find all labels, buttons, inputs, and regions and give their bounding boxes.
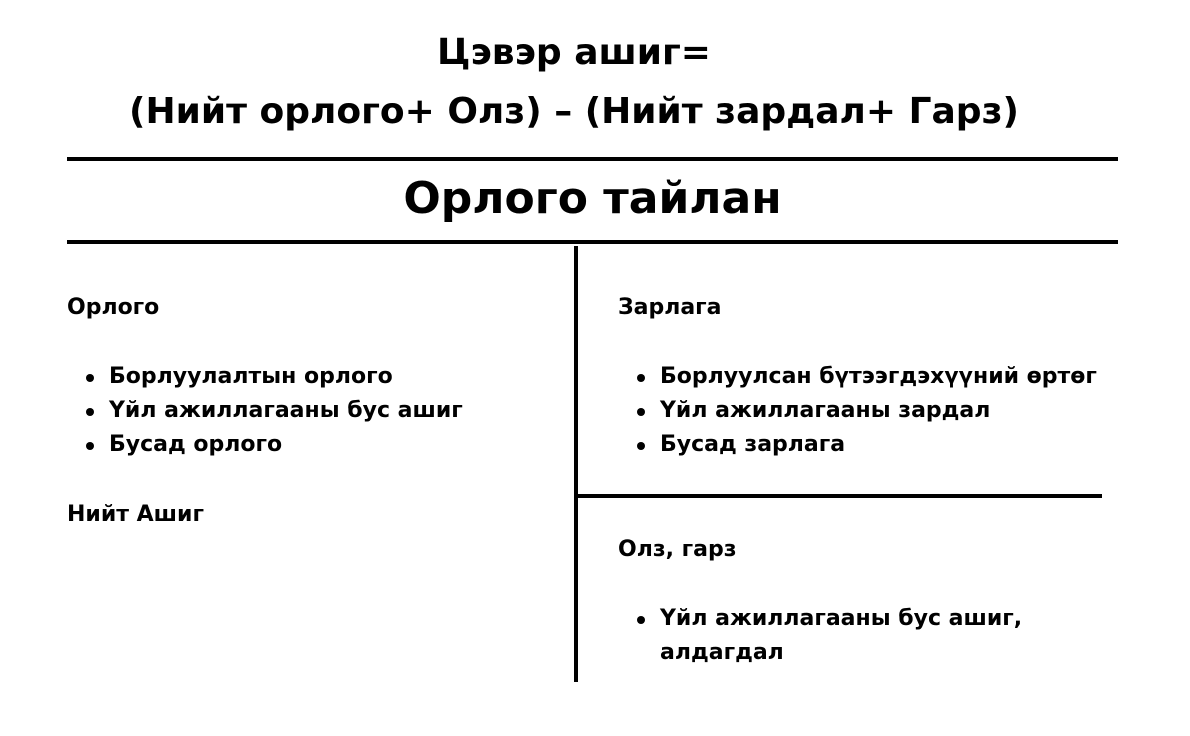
revenue-list-item <box>67 428 463 462</box>
revenue-item-label: Бусад орлого <box>109 432 283 457</box>
expenses-list <box>618 360 1097 462</box>
bullet-icon <box>86 442 94 450</box>
expenses-item-label: Бусад зарлага <box>660 432 846 457</box>
bullet-icon <box>637 374 645 382</box>
revenue-heading: Орлого <box>67 295 160 320</box>
total-profit-label: Нийт Ашиг <box>67 502 204 527</box>
formula-line-2: (Нийт орлого+ Олз) – (Нийт зардал+ Гарз) <box>129 91 1019 132</box>
revenue-list-item <box>67 360 463 394</box>
expenses-heading: Зарлага <box>618 295 722 320</box>
bullet-icon <box>637 616 645 624</box>
expenses-item-label: Үйл ажиллагааны зардал <box>660 398 991 423</box>
bullet-icon <box>86 408 94 416</box>
title-bottom-rule <box>67 240 1118 244</box>
bullet-icon <box>86 374 94 382</box>
gains-losses-list <box>618 602 1040 670</box>
gains-losses-list-item <box>618 602 1040 670</box>
expenses-list-item <box>618 394 1097 428</box>
revenue-item-label: Борлуулалтын орлого <box>109 364 393 389</box>
t-account-divider <box>574 246 578 682</box>
expenses-gains-divider <box>578 494 1102 498</box>
expenses-list-item <box>618 428 1097 462</box>
bullet-icon <box>637 408 645 416</box>
revenue-item-label: Үйл ажиллагааны бус ашиг <box>109 398 463 423</box>
expenses-list-item <box>618 360 1097 394</box>
expenses-item-label: Борлуулсан бүтээгдэхүүний өртөг <box>660 364 1097 389</box>
bullet-icon <box>637 442 645 450</box>
formula-line-1: Цэвэр ашиг= <box>437 32 711 73</box>
gains-losses-heading: Олз, гарз <box>618 537 737 562</box>
gains-losses-item-label: Үйл ажиллагааны бус ашиг, алдагдал <box>660 606 1023 665</box>
revenue-list-item <box>67 394 463 428</box>
title-top-rule <box>67 157 1118 161</box>
report-title: Орлого тайлан <box>403 173 782 224</box>
revenue-list <box>67 360 463 462</box>
